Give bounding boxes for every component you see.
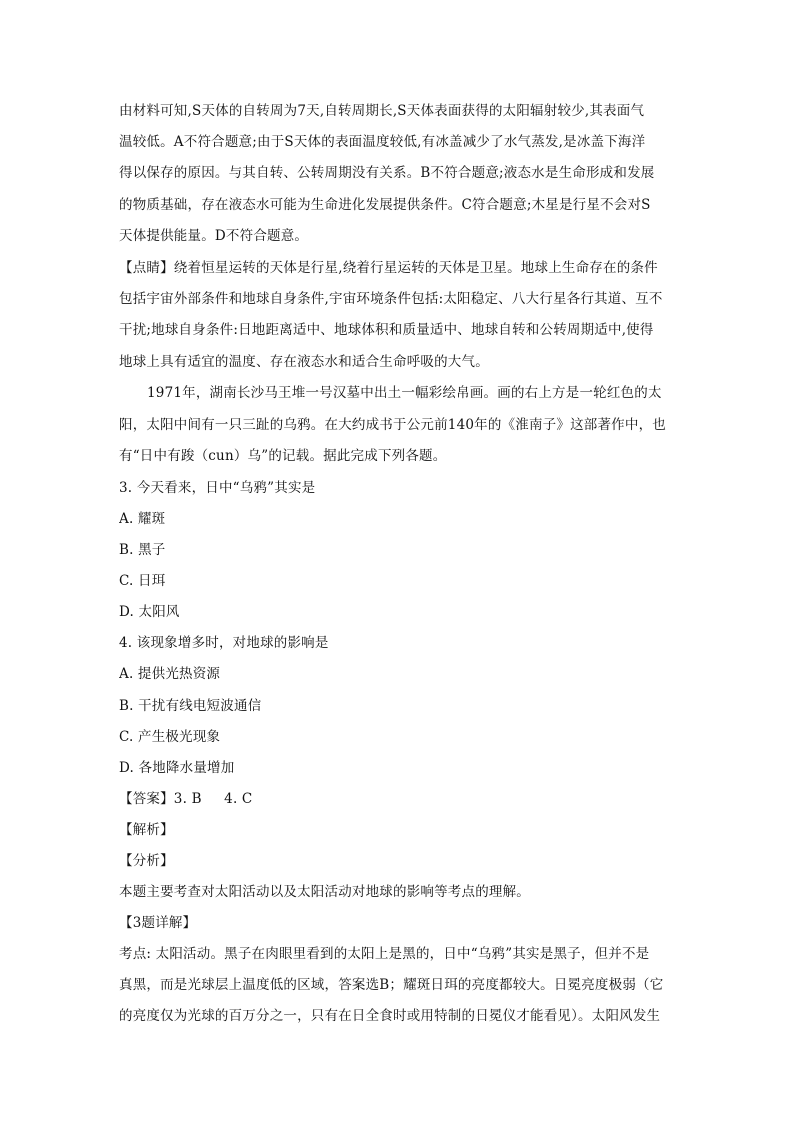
question-3-option-d: D. 太阳风 [119,604,180,620]
passage-line-3: 有“日中有踆（cun）乌”的记载。据此完成下列各题。 [119,448,447,464]
fenxi-text: 本题主要考查对太阳活动以及太阳活动对地球的影响等考点的理解。 [119,884,530,900]
analysis-line-5: 天体提供能量。D不符合题意。 [119,228,309,244]
question-4-option-c: C. 产生极光现象 [119,729,221,745]
passage-line-2: 阳，太阳中间有一只三趾的乌鸦。在大约成书于公元前140年的《淮南子》这部著作中，也 [119,417,666,433]
question-4-option-a: A. 提供光热资源 [119,666,221,682]
question-3-option-c: C. 日珥 [119,573,166,589]
tip-line-2: 包括宇宙外部条件和地球自身条件,宇宙环境条件包括:太阳稳定、八大行星各行其道、互不 [119,291,663,307]
question-3-option-b: B. 黑子 [119,542,166,558]
analysis-line-2: 温较低。A不符合题意;由于S天体的表面温度较低,有冰盖减少了水气蒸发,是冰盖下海洋 [119,134,646,150]
jiexi-heading: 【解析】 [119,822,174,838]
detail-3-line-2: 真黑，而是光球层上温度低的区域，答案选B；耀斑日珥的亮度都较大。日冕亮度极弱（它 [119,977,664,993]
fenxi-heading: 【分析】 [119,853,174,869]
answer-line: 【答案】3. B 4. C [119,791,253,807]
question-4-option-b: B. 干扰有线电短波通信 [119,698,262,714]
analysis-line-1: 由材料可知,S天体的自转周为7天,自转周期长,S天体表面获得的太阳辐射较少,其表面气 [119,103,645,119]
analysis-line-3: 得以保存的原因。与其自转、公转周期没有关系。B不符合题意;液态水是生命形成和发展 [119,165,655,181]
tip-line-4: 地球上具有适宜的温度、存在液态水和适合生命呼吸的大气。 [119,354,489,370]
question-4-stem: 4. 该现象增多时，对地球的影响是 [119,635,329,651]
passage-line-1: 1971年，湖南长沙马王堆一号汉墓中出土一幅彩绘帛画。画的右上方是一轮红色的太 [147,385,662,401]
question-3-stem: 3. 今天看来，日中“乌鸦”其实是 [119,480,316,496]
question-4-option-d: D. 各地降水量增加 [119,760,235,776]
tip-line-1: 【点睛】绕着恒星运转的天体是行星,绕着行星运转的天体是卫星。地球上生命存在的条件 [119,260,658,276]
question-3-option-a: A. 耀斑 [119,511,166,527]
detail-3-line-1: 考点: 太阳活动。黑子在肉眼里看到的太阳上是黑的，日中“乌鸦”其实是黑子，但并不是 [119,946,650,962]
detail-3-heading: 【3题详解】 [119,915,197,931]
detail-3-line-3: 的亮度仅为光球的百万分之一，只有在日全食时或用特制的日冕仪才能看见）。太阳风发生 [119,1008,661,1024]
tip-line-3: 干扰;地球自身条件:日地距离适中、地球体积和质量适中、地球自转和公转周期适中,使得 [119,322,654,338]
analysis-line-4: 的物质基础，存在液态水可能为生命进化发展提供条件。C符合题意;木星是行星不会对S [119,197,651,213]
